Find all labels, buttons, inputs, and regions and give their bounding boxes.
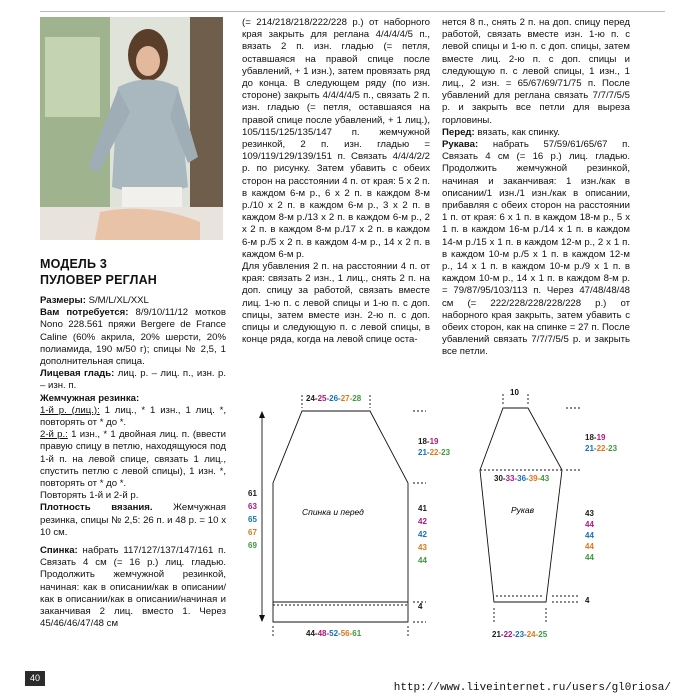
model-title (40, 256, 230, 288)
size-value: 44 (585, 531, 594, 540)
gauge: Плотность вязания. Жемчужная резинка, спицы № 2,5: 26 п. и 48 р. = 10 х 10 см. (40, 502, 226, 538)
size-value: 36- (517, 474, 529, 483)
size-value: 44 (418, 556, 427, 565)
top-rule (40, 11, 665, 12)
size-value: 44- (306, 629, 318, 638)
size-value: 44 (585, 520, 594, 529)
column-1 (40, 295, 226, 630)
size-value: 67 (248, 528, 257, 537)
sleeve-upper-width (494, 474, 550, 483)
body-raglan-height (418, 437, 451, 457)
size-value: 24- (306, 394, 318, 403)
size-value: 61 (352, 629, 362, 638)
size-value: 21-22-23 (585, 444, 618, 453)
size-value: 44 (585, 542, 594, 551)
size-value: 26- (329, 394, 341, 403)
pearl-row-2: 2-й р.: 1 изн., * 1 двойная лиц. п. (ввести правую спицу в петлю, находящуюся под 1-й п. на левой спице, связать 1 лиц., спустить петлю с левой спицы), 1 изн. *, повторять от * до *. (40, 429, 226, 490)
size-value: 65 (248, 515, 257, 524)
size-value: 21-22-23 (418, 448, 451, 457)
sleeve-raglan-height (585, 433, 618, 453)
back-instructions: Спинка: набрать 117/127/137/147/161 п. Связать 4 см (= 16 р.) лиц. гладью. Продолжить жемчужной резинкой, начиная: как в описании/как в описании/как в описании/как в описании/начиная и заканчивая 2 лиц. вместо 1. Через 45/46/46/47/48 см (40, 545, 226, 630)
size-value: 48- (317, 629, 330, 638)
sleeve-label: Рукав (511, 505, 535, 515)
model-number: МОДЕЛЬ 3 (40, 257, 107, 271)
model-name: ПУЛОВЕР РЕГЛАН (40, 273, 158, 287)
size-value: 43 (585, 509, 594, 518)
size-value: 56- (340, 629, 353, 638)
body-bottom-width (306, 629, 362, 638)
size-value: 30- (494, 474, 506, 483)
sleeve-bottom-width (492, 630, 548, 639)
page-number: 40 (25, 671, 45, 686)
body-label: Спинка и перед (302, 507, 364, 517)
size-value: 69 (248, 541, 257, 550)
body-top-width (306, 394, 362, 403)
size-value: 24- (526, 630, 539, 639)
body-side-height (418, 504, 427, 565)
stockinette: Лицевая гладь: лиц. р. – лиц. п., изн. р. – изн. п. (40, 368, 226, 392)
source-url: http://www.liveinternet.ru/users/gl0riosa/ (393, 682, 671, 694)
size-value: 42 (418, 530, 427, 539)
size-value: 18-19 (585, 433, 606, 442)
front-instructions: Перед: вязать, как спинку. (442, 126, 560, 138)
body-total-height (248, 489, 257, 550)
size-value: 25- (317, 394, 330, 403)
size-value: 52- (329, 629, 341, 638)
repeat-rows: Повторять 1-й и 2-й р. (40, 490, 139, 502)
size-value: 44 (585, 553, 594, 562)
sleeve-instructions: Рукава: набрать 57/59/61/65/67 п. Связать 4 см (= 16 р.) лиц. гладью. Продолжить жемчужной резинкой, начиная и заканчивая: 1 изн./как в описании/1 изн./1 изн./как в описании, прибавляя с обеих сторон на расстоянии 1 п. от края: 6 х 1 п. в каждом 18-м р., 5 х 1 п. в каждом 16-м р./14 х 1 п. в каждом 14-м р./15 х 1 п. в каждом 12-м р., 2 х 1 п. в каждом 10-м р./5 х 1 п. в каждом 12-м р., 14 х 1 п. в каждом 10-м р./9 х 1 п. в каждом 10-м р., 14 х 1 п. в каждом 8-м р. = 79/87/95/103/113 п. Через 47/48/48/48 см (= 222/228/228/228/228 р.) от наборного края закрыть, затем убавить с обеих сторон, как на спинке = 27 п. После убавлений связать 7/7/7/5/5 р. и закрыть все петли. (442, 139, 630, 358)
size-value: 23- (515, 630, 527, 639)
schematics (240, 380, 670, 650)
pearl-row-1: 1-й р. (лиц.): 1 лиц., * 1 изн., 1 лиц. *, повторять от * до *. (40, 404, 226, 429)
back-continued: (= 214/218/218/222/228 р.) от наборного края закрыть для реглана 4/4/4/4/5 п., вязать 2 п. изн. гладью (= петля, оставшаяся на правой спице после убавлений, + 1 изн.), затем провязать ряд до конца. В следующем ряду (по изн. стороне) закрыть 4/4/4/4/5 п., связать 2 п. изн. гладью (= петля, оставшаяся на правой спице после убавлений, + 1 лиц.), 105/115/125/135/147 п. жемчужной резинкой, 2 п. изн. гладью = 109/119/129/139/151 п. Связать 4/4/4/2/2 р. по рисунку. Затем убавить с обеих сторон на расстоянии 4 п. от края: 5 х 2 п. в каждом 6-м р., 6 х 2 п. в каждом 8-м р./10 х 2 п. в каждом 6-м р., 3 х 2 п. в каждом 8-м р./13 х 2 п. в каждом 6-м р., 2 х 2 п. в каждом 8-м р./17 х 2 п. в каждом 6-м р./5 х 2 п. в каждом 4-м р., 14 х 2 п. в каждом 6-м р. (242, 17, 430, 260)
column-2 (242, 17, 430, 346)
size-value: 43 (540, 474, 550, 483)
size-value: 21- (492, 630, 504, 639)
size-value: 43 (418, 543, 427, 552)
size-value: 41 (418, 504, 427, 513)
decrease-continued: нется 8 п., снять 2 п. на доп. спицу перед работой, связать вместе изн. 1-ю п. с левой спицы и 1-ю п. с доп. спицы, затем вместе лиц. 2-ю п. с доп. спицы и следующую п. с левой спицы, 1 изн., 1 лиц., 2 изн. = 65/67/69/71/75 п. После убавлений для реглана связать 7/7/7/5/5 р. и закрыть все петли для выреза горловины. (442, 17, 630, 126)
size-value: 42 (418, 517, 427, 526)
sleeve-top-width: 10 (510, 388, 519, 397)
size-value: 25 (538, 630, 548, 639)
size-value: 39- (528, 474, 541, 483)
column-3 (442, 17, 630, 359)
size-value: 18-19 (418, 437, 439, 446)
pearl-rib-heading: Жемчужная резинка: (40, 392, 140, 404)
size-value: 28 (352, 394, 362, 403)
model-photo (40, 17, 223, 240)
size-value: 63 (248, 502, 257, 511)
sizes: Размеры: S/M/L/XL/XXL (40, 295, 149, 306)
size-value: 22- (503, 630, 516, 639)
sleeve-side-height (585, 509, 594, 562)
body-hem-height: 4 (418, 602, 423, 611)
decrease-method: Для убавления 2 п. на расстоянии 4 п. от края: связать 2 изн., 1 лиц., снять 2 п. на доп. спицу за работой, связать вместе лиц. 1-ю п. с левой спицы и 1-ю п. с доп. спицы, затем вместе изн. 2-ю п. с доп. спицы и следующую п. с левой спицы, в конце ряда, когда на левой спице оста- (242, 261, 430, 346)
size-value: 33- (505, 474, 518, 483)
materials: Вам потребуется: 8/9/10/11/12 мотков Nono 228.561 пряжи Bergere de France Caline (60% акрила, 20% шерсти, 20% полиамида, 190 м/50 г); спицы № 2,5, 1 дополнительная спица. (40, 307, 226, 368)
sleeve-hem-height: 4 (585, 596, 590, 605)
size-value: 27- (340, 394, 353, 403)
size-value: 61 (248, 489, 257, 498)
